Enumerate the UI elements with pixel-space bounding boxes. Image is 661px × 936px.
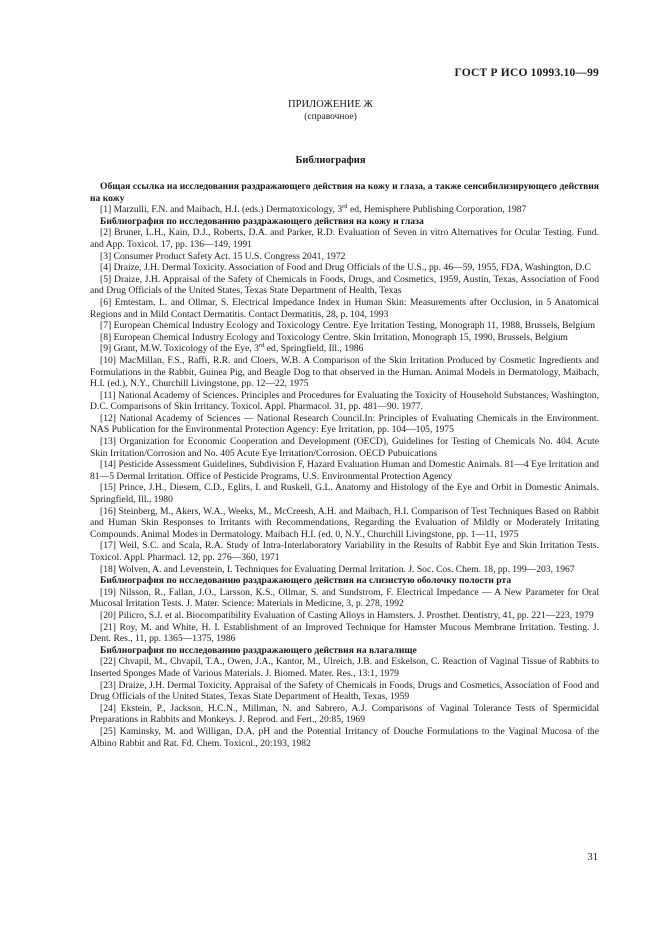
bibliography-entry (90, 355, 599, 390)
entry-text: Marzulli, F.N. and Maibach, H.I. (eds.) Dermatoxicology, 3rd ed, Hemisphere Publishing Corporation, 1987 (113, 203, 527, 216)
entry-number: [19] (100, 586, 116, 598)
entry-number: [17] (100, 540, 116, 552)
entry-text: Emtestam, L. and Ollmar, S. Electrical Impedance Index in Human Skin: Measurements after Occlusion, in 5 Anatomical Regions and in Mild Contact Dermatitis. Contact Dermatitis, 28, p. 104, 1993 (90, 296, 599, 320)
bibliography-entry (90, 227, 599, 250)
entry-text: Ekstein, P., Jackson, H.C.N., Millman, N. and Sabrero, A.J. Comparisons of Vaginal Tolerance Tests of Spermicidal Preparations in Rabbits and Monkeys. J. Reprod. and Fert., 20:85, 1969 (90, 702, 599, 726)
entry-number: [8] (100, 331, 112, 343)
entry-text: Chvapil, M., Chvapil, T.A., Owen, J.A., Kantor, M., Ulreich, J.B. and Eskelson, C. Reaction of Vaginal Tissue of Rabbits to Inserted Sponges Made of Various Materials. J. Biomed. Mater. Res., 13:1, 1979 (90, 656, 599, 679)
entry-text: Organization for Economic Cooperation and Development (OECD), Guidelines for Testing of Chemicals No. 404. Acute Skin Irritation/Corrosion and No. 405 Acute Eye Irritation/Corrosion. OECD Pubuications (90, 436, 599, 459)
entry-number: [1] (100, 204, 112, 216)
bibliography-entry (90, 343, 599, 355)
bibliography-entry (90, 251, 599, 263)
bibliography-title: Библиография (295, 155, 366, 166)
entry-text: National Academy of Sciences — National Research Council.In: Principles of Evaluating Chemicals in the Environment. NAS Publication for the Environmental Protection Agency: Eye Irritation, pp. 104—105, 1975 (90, 412, 599, 436)
appendix-title: ПРИЛОЖЕНИЕ Ж (288, 99, 373, 110)
entry-text: Draize, J.H. Dermal Toxicity. Appraisal of the Safety of Chemicals in Foods, Drugs and Cosmetics, Association of Food and Drug Officials of the United States, Texas State Department of Health, Texas, 1959 (90, 679, 599, 703)
bibliography-entry (90, 540, 599, 563)
entry-number: [14] (100, 459, 116, 471)
bibliography-entry (90, 262, 599, 274)
bibliography-entry (90, 680, 599, 703)
bibliography-entry (90, 413, 599, 436)
entry-text: Bruner, L.H., Kain, D.J., Roberts, D.A. and Parker, R.D. Evaluation of Seven in vitro Alternatives for Ocular Testing. Fund. and App. Toxicol. 17, pp. 136—149, 1991 (90, 227, 599, 250)
bibliography-entry (90, 622, 599, 645)
entry-number: [22] (100, 656, 116, 668)
entry-text: Kaminsky, M. and Willigan, D.A. pH and the Potential Irritancy of Douche Formulations to the Vaginal Mucosa of the Albino Rabbit and Rat. Fd. Chem. Toxicol., 20:193, 1982 (90, 725, 599, 749)
entry-number: [24] (100, 702, 116, 714)
entry-number: [23] (100, 679, 116, 691)
entry-number: [20] (100, 609, 116, 621)
entry-number: [10] (100, 354, 116, 366)
standard-code: ГОСТ Р ИСО 10993.10—99 (454, 67, 599, 79)
bibliography-entry (90, 587, 599, 610)
bibliography-entry (90, 482, 599, 505)
appendix-heading (0, 98, 661, 124)
entry-text: MacMillan, F.S., Raffi, R.R. and Cloers, W.B. A Comparison of the Skin Irritation Produced by Cosmetic Ingredients and Formulations in the Rabbit, Guinea Pig, and Beagle Dog to that observed in the Human. Animal Models in Dermatology, Maibach, H.I. (ed.), N.Y., Churchill Livingstone, pp. 12—22, 1975 (90, 354, 599, 390)
entry-text: Draize, J.H. Appraisal of the Safety of Chemicals in Foods, Drugs, and Cosmetics, 1959, Austin, Texas, Association of Food and Drug Officials of the United States, Texas State Department of Health, Texas (90, 273, 600, 297)
entry-text: Roy, M. and White, H. I. Establishment of an Improved Technique for Hamster Mucous Membrane Irritation. Testing. J. Dent. Res., 11, pp. 1365—1375, 1986 (90, 621, 599, 645)
entry-text: Consumer Product Safety Act. 15 U.S. Congress 2041, 1972 (113, 250, 346, 262)
bibliography-group-heading: Библиография по исследованию раздражающего действия на слизистую оболочку полости рта (100, 575, 512, 587)
entry-text: Weil, S.C. and Scala, R.A. Study of Intra-Interlaboratory Variability in the Results of Rabbit Eye and Skin Irritation Tests. Toxicol. Appl. Pharmacl. 12, pp. 276—360, 1971 (90, 540, 599, 563)
entry-number: [3] (100, 250, 112, 262)
entry-number: [18] (100, 563, 116, 575)
entry-number: [6] (100, 296, 112, 308)
bibliography-entry (90, 610, 599, 622)
appendix-subtitle: (справочное) (304, 112, 357, 122)
entry-text: Draize, J.H. Dermal Toxicity. Association of Food and Drug Officials of the U.S., pp. 46—59, 1955, FDA, Washington, D.C (113, 262, 591, 274)
entry-number: [2] (100, 227, 112, 239)
entry-number: [21] (100, 621, 116, 633)
page-number: 31 (587, 852, 598, 863)
bibliography-list (90, 181, 599, 749)
entry-number: [12] (100, 412, 116, 424)
entry-number: [5] (100, 273, 112, 285)
bibliography-group-heading: Общая ссылка на исследования раздражающего действия на кожу и глаза, а также сенсибилизирующего действия на кожу (90, 181, 599, 204)
bibliography-entry (90, 703, 599, 726)
bibliography-entry (90, 564, 599, 576)
entry-text: Pilicro, S.J. et al. Biocompatibility Evaluation of Casting Alloys in Hamsters. J. Prosthet. Dentistry, 41, pp. 221—223, 1979 (118, 609, 594, 621)
bibliography-entry (90, 726, 599, 749)
entry-number: [11] (100, 389, 116, 401)
entry-number: [7] (100, 320, 112, 332)
entry-number: [16] (100, 505, 116, 517)
bibliography-entry (90, 436, 599, 459)
bibliography-entry (90, 204, 599, 216)
bibliography-entry (90, 332, 599, 344)
bibliography-entry (90, 390, 599, 413)
entry-text: European Chemical Industry Ecology and Toxicology Centre. Eye Irritation Testing, Monograph 11, 1988, Brussels, Belgium (113, 320, 596, 332)
bibliography-entry (90, 274, 599, 297)
entry-text: National Academy of Sciences. Principles and Procedures for Evaluating the Toxicity of Household Substances, Washington, D.C. Comparisons of Skin Irritancy. Toxicol. Appl. Pharmacol. 31, pp. 481—90. 1977. (90, 389, 599, 413)
bibliography-entry (90, 297, 599, 320)
bibliography-entry (90, 320, 599, 332)
entry-number: [15] (100, 482, 116, 494)
entry-text: Steinberg, M., Akers, W.A., Weeks, M., McCreesh, A.H. and Maibach, H.I. Comparison of Test Techniques Based on Rabbit and Human Skin Responses to Irritants with Recommendations, Regarding the Evaluation of Mildly or Moderately Irritating Compounds. Animal Modes in Dermatology. Maibach H.I. (ed. 0, N.Y., Churchill Livingstone, pp. 1—11, 1975 (90, 505, 599, 540)
bibliography-entry (90, 459, 599, 482)
entry-text: Grant, M.W. Toxicology of the Eye, 3rd ed, Springfield, Ill., 1986 (113, 342, 364, 355)
entry-number: [13] (100, 436, 116, 448)
bibliography-group-heading: Библиография по исследованию раздражающего действия на кожу и глаза (100, 215, 424, 227)
entry-text: Pesticide Assessment Guidelines, Subdivision F, Hazard Evaluation Human and Domestic Animals. 81—4 Eye Irritation and 81—5 Dermal Irritation. Office of Pesticide Programs, U.S. Environmental Protection Agency (90, 459, 599, 482)
entry-number: [25] (100, 725, 116, 737)
entry-text: European Chemical Industry Ecology and Toxicology Centre. Skin Irritation, Monograph 15, 1990, Brussels, Belgium (113, 331, 568, 343)
entry-text: Wolven, A. and Levenstein, I. Techniques for Evaluating Dermal Irritation. J. Soc. Cos. Chem. 18, pp. 199—203, 1967 (118, 563, 575, 575)
entry-number: [9] (100, 343, 112, 355)
bibliography-entry (90, 656, 599, 679)
bibliography-entry (90, 506, 599, 541)
entry-text: Prince, J.H., Diesem, C.D., Eglits, I. and Ruskell, G.L. Anatomy and Histology of the Eye and Orbit in Domestic Animals. Springfield, Ill., 1980 (90, 482, 599, 506)
bibliography-group-heading: Библиография по исследованию раздражающего действия на влагалище (100, 644, 417, 656)
entry-text: Nilsson, R., Fallan, J.O., Larsson, K.S., Ollmar, S. and Sundstrom, F. Electrical Impedance — A New Parameter for Oral Mucosal Irritation Tests. J. Mater. Science: Materials in Medicine, 3, p. 278, 1992 (90, 586, 600, 610)
entry-number: [4] (100, 262, 112, 274)
